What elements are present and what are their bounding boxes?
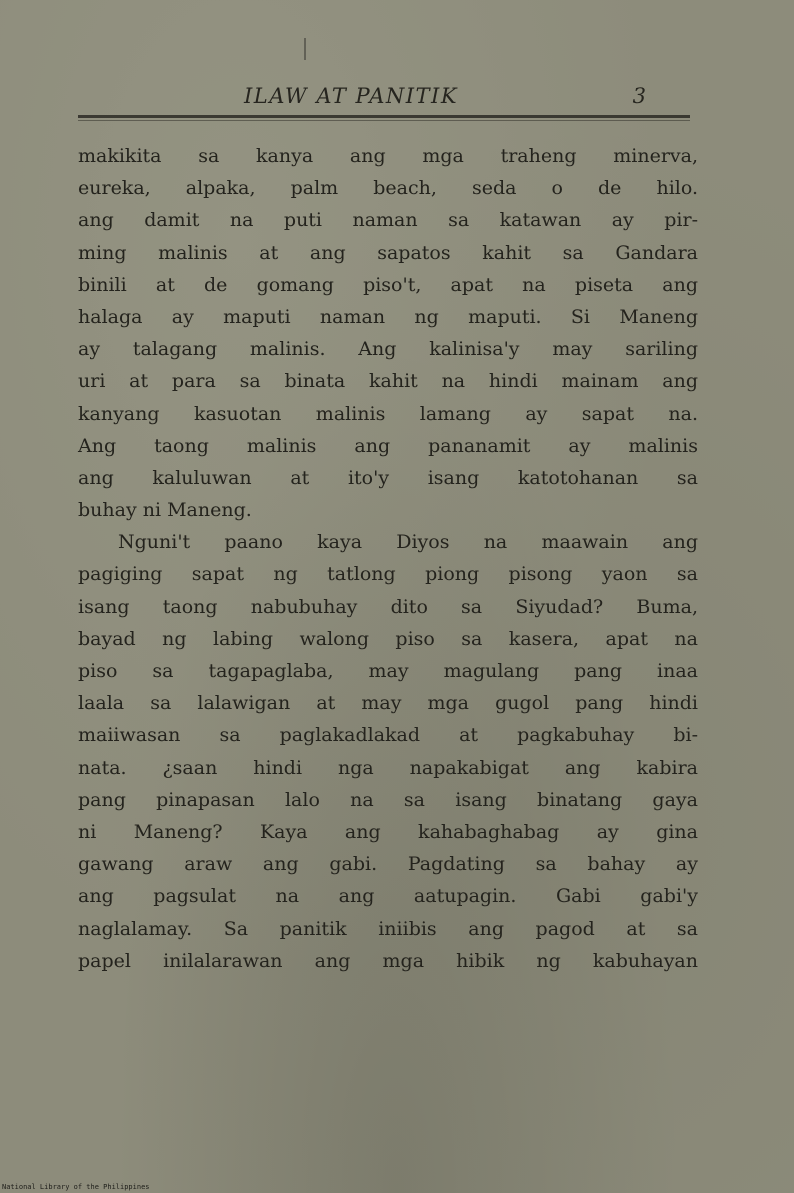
text-line: halaga ay maputi naman ng maputi. Si Maneng	[78, 305, 698, 328]
text-line: piso sa tagapaglaba, may magulang pang inaa	[78, 660, 698, 682]
text-line: pang pinapasan lalo na sa isang binatang gaya	[78, 788, 698, 811]
text-line: pagiging sapat ng tatlong piong pisong yaon sa	[78, 563, 698, 586]
text-line: uri at para sa binata kahit na hindi mainam ang	[78, 370, 698, 393]
paragraph-start-line: Nguni't paano kaya Diyos na maawain ang	[118, 531, 698, 554]
text-line: laala sa lalawigan at may mga gugol pang hindi	[78, 692, 698, 715]
text-line: makikita sa kanya ang mga traheng minerva,	[78, 145, 698, 167]
text-line: naglalamay. Sa panitik iniibis ang pagod at sa	[78, 917, 698, 940]
text-line: ang pagsulat na ang aatupagin. Gabi gabi'y	[78, 885, 698, 908]
text-line: Ang taong malinis ang pananamit ay malinis	[78, 434, 698, 457]
body-text	[78, 140, 698, 977]
spine-mark	[304, 38, 306, 60]
header-rule	[78, 115, 690, 118]
text-line: gawang araw ang gabi. Pagdating sa bahay ay	[78, 853, 698, 876]
library-credit: National Library of the Philippines	[2, 1183, 150, 1191]
page-number: 3	[632, 84, 646, 108]
page-header	[78, 84, 690, 118]
text-line: maiiwasan sa paglakadlakad at pagkabuhay bi-	[78, 724, 698, 747]
text-line: bayad ng labing walong piso sa kasera, apat na	[78, 627, 698, 650]
text-line: papel inilalarawan ang mga hibik ng kabuhayan	[78, 949, 698, 972]
text-line: isang taong nabubuhay dito sa Siyudad? Buma,	[78, 595, 698, 618]
text-line: ay talagang malinis. Ang kalinisa'y may sariling	[78, 338, 698, 361]
running-title: ILAW AT PANITIK	[244, 84, 459, 108]
paragraph-end-line: buhay ni Maneng.	[78, 499, 252, 522]
text-line: ang damit na puti naman sa katawan ay pir-	[78, 209, 698, 232]
text-line: binili at de gomang piso't, apat na piseta ang	[78, 273, 698, 296]
text-line: eureka, alpaka, palm beach, seda o de hilo.	[78, 177, 698, 200]
text-line: ang kaluluwan at ito'y isang katotohanan sa	[78, 466, 698, 489]
text-line: kanyang kasuotan malinis lamang ay sapat na.	[78, 402, 698, 425]
header-rule-thin	[78, 120, 690, 121]
text-line: ming malinis at ang sapatos kahit sa Gandara	[78, 241, 698, 264]
text-line: nata. ¿saan hindi nga napakabigat ang kabira	[78, 756, 698, 779]
text-line: ni Maneng? Kaya ang kahabaghabag ay gina	[78, 820, 698, 843]
